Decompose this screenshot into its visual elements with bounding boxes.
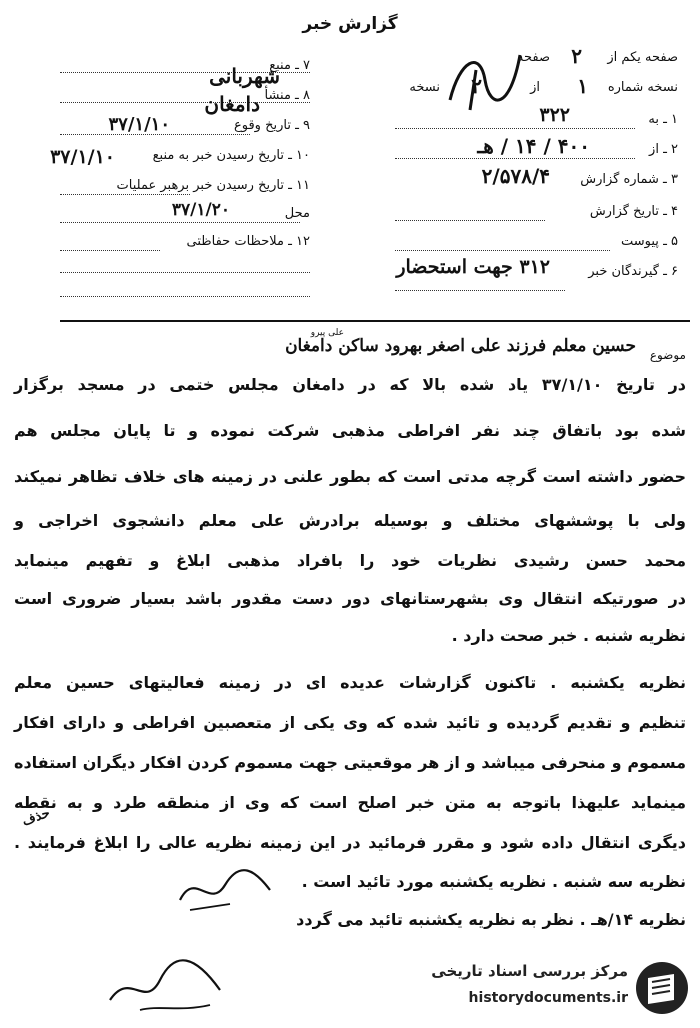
field-value-origin: دامغان bbox=[204, 92, 260, 116]
watermark-name: مرکز بررسی اسناد تاریخی bbox=[431, 962, 628, 980]
field-value2-copy: ۲ bbox=[471, 74, 482, 98]
dotted-line bbox=[395, 220, 545, 221]
body-line: محمد حسن رشیدی نظریات خود را بافراد مذهبی ابلاغ و تفهیم مینماید bbox=[14, 551, 686, 570]
dotted-line bbox=[60, 250, 160, 251]
field-label-security-notes: ۱۲ ـ ملاحظات حفاظتی bbox=[186, 234, 310, 249]
dotted-line bbox=[60, 222, 300, 223]
body-line: در صورتیکه انتقال وی بشهرستانهای دور دست مقدور باشد بسیار ضروری است bbox=[14, 589, 686, 608]
dotted-line bbox=[60, 194, 190, 195]
dotted-line bbox=[395, 158, 635, 159]
field-label-to: ۱ ـ به bbox=[648, 112, 678, 127]
field-label-report-date: ۴ ـ تاریخ گزارش bbox=[589, 204, 678, 219]
signature-icon bbox=[100, 950, 240, 1020]
margin-note: حذف bbox=[20, 805, 53, 830]
note-line: مینماید علیهذا باتوجه به متن خبر اصلح است که وی از منطقه طرد و به نقطه bbox=[14, 793, 686, 812]
field-value-from: ۴۰۰ / ۱۴ / هـ bbox=[477, 134, 590, 158]
field-label-source: ۷ ـ منبع bbox=[269, 58, 310, 73]
field-value-event-date: ۳۷/۱/۱۰ bbox=[108, 114, 170, 135]
dotted-line bbox=[395, 250, 610, 251]
field-value-page: ۲ bbox=[571, 44, 582, 68]
field-value-recipients: ۳۱۲ جهت استحضار bbox=[396, 256, 550, 278]
field-value-copy: ۱ bbox=[577, 74, 588, 98]
watermark bbox=[380, 958, 690, 1020]
field-value-place: ۳۷/۱/۲۰ bbox=[171, 200, 230, 220]
body-line: نظریه شنبه . خبر صحت دارد . bbox=[451, 626, 686, 645]
watermark-url: historydocuments.ir bbox=[468, 990, 628, 1006]
body-line: شده بود باتفاق چند نفر افراطی مذهبی شرکت نموده و تا پایان مجلس هم bbox=[14, 421, 686, 440]
field-suffix-copy: نسخه bbox=[409, 80, 440, 95]
note-line: نظریه ۱۴/هـ . نظر به نظریه یکشنبه تائید می گردد bbox=[296, 910, 686, 929]
dotted-line bbox=[60, 296, 310, 297]
header-divider bbox=[60, 320, 690, 322]
note-line: مسموم و منحرفی میباشد و از هر موقعیتی جهت مسموم کردن افکار دیگران استفاده bbox=[14, 753, 686, 772]
field-label-origin: ۸ ـ منشأ bbox=[264, 88, 310, 103]
note-line: نظریه یکشنبه . تاکنون گزارشات عدیده ای در زمینه فعالیتهای حسین معلم bbox=[14, 673, 686, 692]
dotted-line bbox=[395, 128, 635, 129]
field-label-attachment: ۵ ـ پیوست bbox=[621, 234, 678, 249]
note-line: نظریه سه شنبه . نظریه یکشنبه مورد تائید است . bbox=[301, 872, 686, 891]
archive-logo-icon bbox=[634, 960, 690, 1016]
body-line: حضور داشته است گرچه مدتی است که بطور علنی در زمینه های خلاف تظاهر نمیکند bbox=[14, 467, 686, 486]
field-label-report-number: ۳ ـ شماره گزارش bbox=[580, 172, 678, 187]
dotted-line bbox=[60, 272, 310, 273]
field-value-received-source-date: ۳۷/۱/۱۰ bbox=[50, 146, 115, 168]
note-line: دیگری انتقال داده شود و مقرر فرمائید در این زمینه نظریه عالی را ابلاغ فرمایند . bbox=[14, 833, 686, 852]
body-line: در تاریخ ۳۷/۱/۱۰ یاد شده بالا که در دامغان مجلس ختمی در مسجد برگزار bbox=[14, 375, 687, 394]
field-label-received-leader-date: ۱۱ ـ تاریخ رسیدن خبر برهبر عملیات bbox=[116, 178, 310, 193]
subject-annotation: علی پیرو bbox=[310, 328, 344, 338]
field-value-source: شهربانی bbox=[209, 64, 280, 88]
field-value-report-number: ۲/۵۷۸/۴ bbox=[481, 164, 550, 188]
field-label-recipients: ۶ ـ گیرندگان خبر bbox=[588, 264, 678, 279]
field-label-received-source-date: ۱۰ ـ تاریخ رسیدن خبر به منبع bbox=[152, 148, 310, 163]
dotted-line bbox=[395, 290, 565, 291]
field-label-from: ۲ ـ از bbox=[649, 142, 678, 157]
field-middle-copy: از bbox=[530, 80, 540, 95]
field-label-page: صفحه یکم از bbox=[607, 50, 678, 65]
field-label-copy: نسخه شماره bbox=[607, 80, 678, 95]
signature-icon bbox=[170, 860, 280, 920]
field-label-place: محل bbox=[284, 206, 310, 221]
subject-value: حسین معلم فرزند علی اصغر بهرود ساکن دامغان bbox=[285, 336, 636, 356]
body-line: ولی با پوششهای مختلف و بوسیله برادرش علی معلم دانشجوی اخراجی و bbox=[14, 511, 686, 530]
report-title: گزارش خبر bbox=[302, 14, 398, 34]
field-value-to: ۳۲۲ bbox=[539, 104, 570, 126]
subject-label: موضوع bbox=[649, 348, 686, 362]
field-label-event-date: ۹ ـ تاریخ وقوع bbox=[233, 118, 310, 133]
field-suffix-page: صفحه bbox=[517, 50, 550, 65]
note-line: تنظیم و تقدیم گردیده و تائید شده که وی یکی از متعصبین افراطی و دارای افکار bbox=[14, 713, 686, 732]
dotted-line bbox=[60, 102, 310, 103]
handwritten-scribble-icon bbox=[440, 40, 530, 120]
